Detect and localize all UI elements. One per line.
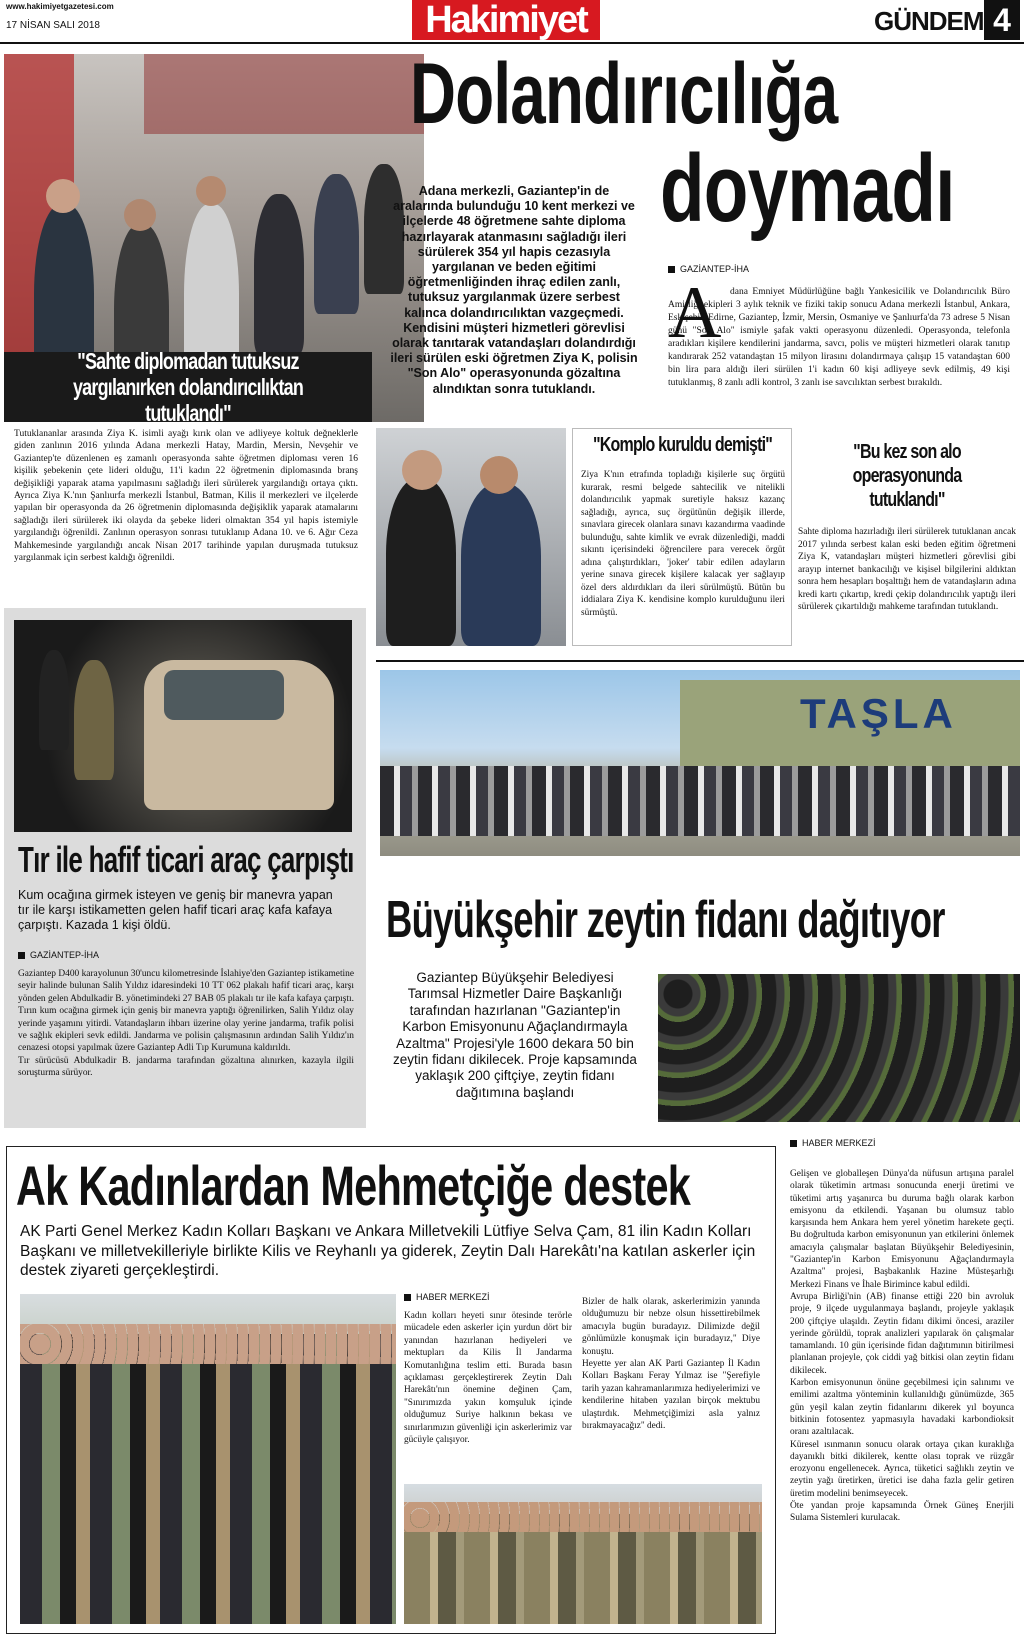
story2-headline: Tır ile hafif ticari araç çarpıştı xyxy=(18,839,354,880)
accident-photo xyxy=(14,620,352,832)
truck-text: TAŞLA xyxy=(800,690,957,737)
issue-date: 17 NİSAN SALI 2018 xyxy=(6,20,100,31)
story1-headline-line2: doymadı xyxy=(660,135,955,242)
story4-spot: AK Parti Genel Merkez Kadın Kolları Başkanı ve Ankara Milletvekili Lütfiye Selva Çam, 81 ilin Kadın Kolları Başkanı ve milletvekilleriyle birlikte Kilis ve Reyhanlı ya giderek, Zeytin Dalı Harekâtı'na katılan askerler için destek ziyareti gerçekleştirdi. xyxy=(20,1223,756,1279)
story1-credit: GAZİANTEP-İHA xyxy=(668,264,749,274)
box1-title: "Komplo kuruldu demişti" xyxy=(593,434,773,456)
women-delegation-photo xyxy=(20,1294,396,1624)
soldiers-photo xyxy=(404,1484,762,1624)
story3-credit: HABER MERKEZİ xyxy=(790,1138,876,1148)
credit-square-icon xyxy=(18,952,25,959)
story2-credit: GAZİANTEP-İHA xyxy=(18,950,99,960)
newspaper-logo: Hakimiyet xyxy=(412,0,600,40)
website-url: www.hakimiyetgazetesi.com xyxy=(6,2,114,11)
story3-spot: Gaziantep Büyükşehir Belediyesi Tarımsal Hizmetler Daire Başkanlığı tarafından hazırlanan "Gaziantep'in Karbon Emisyonunu Ağaçlandırmayla Azaltma" Projesi'yle 1600 dekara 50 bin zeytin fidanı dikilecek. Proje kapsamında yaklaşık 200 çiftçiye, zeytin fidanı dağıtımına başlandı xyxy=(393,970,637,1100)
box2-body: Sahte diploma hazırladığı ileri sürülerek tutuklanan ancak 2017 yılında serbest kalan eski beden eğitim öğretmeni Ziya K, vatandaşları müşteri hizmetleri görevlisi gibi arayıp internet bankacılığı ve kişisel bilgilerini aldıktan sonra hem hesapları boşalttığı hem de vatandaşların adına kredi kartı çıkartıp, kredi çekip dolandırıcılık yaptığı ileri sürülerek çıkartıldığı mahkeme tarafından tutuklandı. xyxy=(798,527,1016,612)
story4-col2: Bizler de halk olarak, askerlerimizin yanında olduğumuzu bir nebze olsun hissettirebilmek amacıyla bugün buradayız. Dilimizde değil gönlümüzle konuşmak için buradayız," Diye konuştu. Heyette yer alan AK Parti Gaziantep İl Kadın Kolları Başkanı Feray Yılmaz ise "Şerefiyle tarih yazan kahramanlarımıza hediyelerimizi ve kendilerine hitaben yazılan birçok mektubu ulaştırdık. Mehmetçiğimizi asla yalnız bırakmayacağız" dedi. xyxy=(582,1297,760,1432)
story4-col1: Kadın kolları heyeti sınır ötesinde terörle mücadele eden askerler için yurdun dört bir yanından hazırlanan hediyeleri ve mektupları da Kilis İl Jandarma Komutanlığına teslim etti. Burada basın açıklaması gerçekleştirerek Zeytin Dalı Harekâtı'nın önemine değinen Çam, "Sınırımızda yakın komşuluk içinde olduğumuz Suriye halkının bekası ve sınırlarımızın güvenliği için askerlerimiz var gücüyle çalışıyor. xyxy=(404,1311,572,1446)
box2 xyxy=(798,440,1016,614)
farmers-photo xyxy=(380,670,1020,856)
story3-headline: Büyükşehir zeytin fidanı dağıtıyor xyxy=(386,891,945,949)
escort-photo xyxy=(376,428,566,646)
box2-title: "Bu kez son alo operasyonunda tutuklandı" xyxy=(852,441,962,511)
story1-spot: Adana merkezli, Gaziantep'in de aralarında bulunduğu 10 kent merkezi ve ilçelerde 48 öğretmene sahte diploma hazırlayarak atanmasını sağladığı ileri sürülerek 354 yıl hapis cezasıyla yargılanan ve beden eğitimi öğretmenliğinden ihraç edilen zanlı, tutuksuz yargılanmak üzere serbest kalınca dolandırıcılıktan vazgeçmedi. Kendisini müşteri hizmetleri görevlisi olarak tanıtarak vatandaşları dolandırdığı ileri sürülen eski öğretmen Ziya K, polisin "Son Alo" operasyonunda gözaltına alındıktan sonra tutuklandı. xyxy=(390,184,638,396)
story1-lower-body: Tutuklananlar arasında Ziya K. isimli ayağı kırık olan ve adliyeye koltuk değneklerle giden zanlının 2016 yılında Adana merkezli Hatay, Mardin, Mersin, Nevşehir ve Gaziantep'te düzenlenen eş zamanlı operasyonda sahte öğretmen diploması veren 16 kişilik şebekenin çete lideri olduğu, 11'i kadın 22 öğretmenin diplomasında branş değişikliği yaparak atama yapılmasını sağladığı ileri sürülerek yargılandığı ortaya çıktı. Ayrıca Ziya K.'nın Şanlıurfa merkezli İstanbul, Batman, Kilis il merkezleri ve ilçelerde yapılan bir operasyonda da 26 öğretmenin diplomasında değişiklik yaparak atamalarını sağladığı ileri sürülerek iki olayda da şebeke lideri olmaktan 354 yıl hapis istemiyle yargılandığı öğrenildi. Zanlının operasyon sonrası tutuklanıp Adana 10. ve 6. Ağır Ceza Mahkemesinde yargılandığı ancak Nisan 2017 tarihinde yapılan duruşmada tutuksuz yargılanmak için serbest kaldığı öğrenildi. xyxy=(14,429,358,564)
credit-square-icon xyxy=(790,1140,797,1147)
masthead-rule xyxy=(0,42,1024,44)
credit-square-icon xyxy=(404,1294,411,1301)
story4-credit: HABER MERKEZİ xyxy=(404,1292,490,1302)
story1-body: dana Emniyet Müdürlüğüne bağlı Yankesicilik ve Dolandırıcılık Büro Amirliği ekipleri 3 aylık teknik ve fiziki takip sonucu Adana merkezli İstanbul, Ankara, Eskişehir, Edirne, Gaziantep, İzmir, Mersin, Osmaniye ve Şanlıurfa'da 73 adrese 5 Nisan günü "Son Alo" ismiyle şafak vakti operasyonu düzenledi. Operasyonda, telefonla aradıkları kişilere kendilerini jandarma, savcı, polis ve müşteri hizmetleri olarak tanıtıp kandırarak 252 vatandaştan 15 milyon lirasını dolandırmaya çalışıp 15 vatandaştan 600 bin lira para aldığı ileri sürülen 1'i kadın 60 kişi adliyeye sevk edilmiş, 49 kişi tutuklanmış, 8 zanlı adli kontrol, 3 zanlı ise savcılıktan serbest bırakıldı. xyxy=(668,287,1010,388)
story2-body: Gaziantep D400 karayolunun 30'uncu kilometresinde İslahiye'den Gaziantep istikametine seyir halinde bulunan Salih Yıldız idaresindeki 10 TT 062 plakalı hafif ticari araç, karşı yönden gelen Abdulkadir B. yönetimindeki 27 BAB 05 plakalı tır ile kafa kafaya çarpıştı. Tırın kum ocağına girmek için geniş bir manevra yaptığı öğrenilirken, Salih Yıldız olay yerinde yaşamını yitirdi. Vatandaşların ihbarı üzerine olay yerine jandarma, trafik polisi ve sağlık ekipleri sevk edildi. Jandarma ve polisin çalışmasının ardından Salih Yıldız'ın cenazesi otopsi yapılmak üzere Gaziantep Adli Tıp Kurumuna kaldırıldı. Tır sürücüsü Abdulkadir B. jandarma tarafından gözaltına alınırken, kazayla ilgili soruşturma sürüyor. xyxy=(18,969,354,1079)
box1 xyxy=(572,428,792,646)
arrest-photo-caption: "Sahte diplomadan tutuksuz yargılanırken dolandırıcılıktan tutuklandı" xyxy=(4,352,372,422)
story3-body: Gelişen ve globalleşen Dünya'da nüfusun artışına paralel olarak tüketimin artması sonucunda enerji üretimi ve tüketimi artış yaşanırca bu duruma bağlı olarak karbon emisyonu da etkilendi. Yaşanan bu olumsuz tablo karşısında hem Ankara hem yerel yönetim harekete geçti. Bu doğrultuda karbon emisyonunun yan etkilerini önlemek amacıyla çalışmalar başlatan Büyükşehir Belediyesinin, "Gaziantep'in Karbon Emisyonunu Ağaçlandırmayla Azaltma" projesi, Başbakanlık Hazine Müsteşarlığı Merkezi Finans ve İhale Birimince kabul edildi. Avrupa Birliği'nin (AB) finanse ettiği 220 bin avroluk proje, 9 ilçede uygulanmaya başlandı, projeyle yaklaşık 200 çiftçiye ulaşıldı. Zeytin fidanı dikimi öncesi, araziler yerinde görüldü, toprak analizleri yapılarak ön çalışmalar tamamlandı. 10 gün içerisinde fidan dağıtımının bitirilmesi planlanan projeyle, çok ciddi yağ bitkisi olan zeytin fidanı dikilecek. Karbon emisyonunun önüne geçebilmesi için salınımı ve emilimi azaltma yönteminin kullanıldığı günümüzde, 365 gün yeşil kalan zeytin fidanlarını dikerek yıl boyunca bitkinin fotosentez yapmasıyla havadaki karbondioksit oranı azaltılacak. Küresel ısınmanın sonucu olarak ortaya çıkan kuraklığa dayanıklı bitki dikilerek, kentte olası toprak ve rüzgâr erozyonu engellenecek. Ayrıca, tüketici sağlıklı zeytin ve zeytin yağı üretirken, üretici ise daha fazla gelir getiren üretim modelini benimseyecek. Öte yandan proje kapsamında Örnek Güneş Enerjili Sulama Sistemleri kurulacak. xyxy=(790,1169,1014,1524)
story4-headline: Ak Kadınlardan Mehmetçiğe destek xyxy=(16,1154,691,1217)
story3-top-rule xyxy=(376,660,1024,662)
story1-headline-line1: Dolandırıcılığa xyxy=(410,46,838,142)
section-name: GÜNDEM xyxy=(874,6,984,36)
page-number: 4 xyxy=(984,0,1020,40)
box1-body: Ziya K'nın etrafında topladığı kişilerle suç örgütü kurarak, resmi belgede sahtecilik ve nitelikli dolandırıcılık yapmak suretiyle haksız kazanç sağladığı, ayrıca, suç örgütünün değişik illerde, sınavlara girecek olanlara sınavı kazandırma vaadinde bulunduğu, sahte kimlik ve evrak düzenlediği, maddi sıkıntı içerisindeki öğrencilere para verecek örgüt adına çalıştırdıkları, 'joker' tabir edilen adayların yerine sınava girecek kişilere kalacak yer sağlayıp özel ders aldırdıkları da ileri sürülmüştü. Bütün bu iddialara Ziya K. kendisine komplo kurulduğunu ileri sürmüştü. xyxy=(581,470,785,618)
saplings-photo xyxy=(658,974,1020,1122)
story2-spot: Kum ocağına girmek isteyen ve geniş bir manevra yapan tır ile karşı istikametten gelen hafif ticari araç kafa kafaya çarpıştı. Kazada 1 kişi öldü. xyxy=(18,888,333,932)
story1-dropcap: A xyxy=(668,272,722,354)
